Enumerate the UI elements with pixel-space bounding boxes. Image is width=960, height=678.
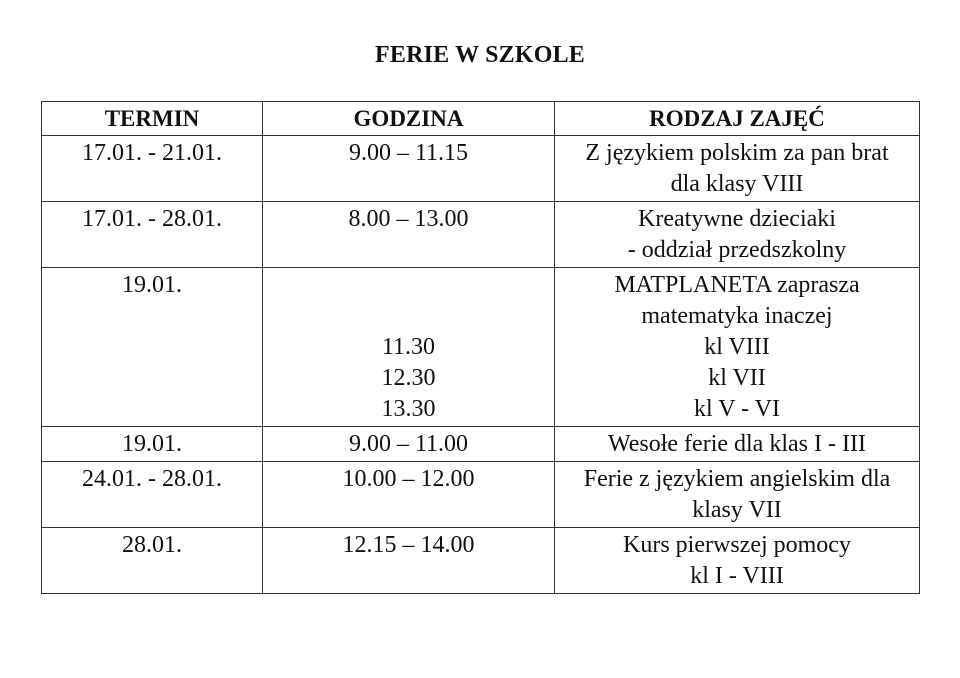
- column-header-term: TERMIN: [42, 102, 263, 136]
- activity-line: Kurs pierwszej pomocy: [623, 532, 851, 558]
- activity-line: kl I - VIII: [690, 563, 784, 589]
- term-cell: 17.01. - 28.01.: [42, 202, 263, 268]
- table-header-row: [42, 102, 920, 136]
- table-row: [42, 528, 920, 594]
- column-header-hour: GODZINA: [263, 102, 555, 136]
- hour-line: 12.30: [381, 365, 436, 391]
- activity-cell: [555, 462, 920, 528]
- hour-cell: 8.00 – 13.00: [263, 202, 555, 268]
- activity-line: MATPLANETA zaprasza: [614, 272, 860, 298]
- hour-cell: [263, 268, 555, 427]
- table-row: [42, 462, 920, 528]
- hour-cell: 9.00 – 11.15: [263, 136, 555, 202]
- term-cell: 17.01. - 21.01.: [42, 136, 263, 202]
- activity-cell: [555, 427, 920, 462]
- hour-cell: 9.00 – 11.00: [263, 427, 555, 462]
- hour-spacer: [263, 301, 554, 332]
- table-row: [42, 136, 920, 202]
- activity-line: matematyka inaczej: [641, 303, 833, 329]
- activity-line: Z językiem polskim za pan brat: [585, 140, 889, 166]
- term-cell: 24.01. - 28.01.: [42, 462, 263, 528]
- activity-cell: [555, 268, 920, 427]
- activity-cell: [555, 136, 920, 202]
- table-row: [42, 268, 920, 427]
- hour-line: 11.30: [381, 334, 436, 360]
- activity-line: kl VIII: [704, 334, 770, 360]
- term-cell: 28.01.: [42, 528, 263, 594]
- activity-cell: [555, 202, 920, 268]
- table-row: [42, 202, 920, 268]
- activity-line: Ferie z językiem angielskim dla: [583, 466, 891, 492]
- activity-line: kl VII: [708, 365, 766, 391]
- hour-line: 13.30: [381, 396, 436, 422]
- activity-line: Wesołe ferie dla klas I - III: [608, 431, 866, 457]
- term-cell: 19.01.: [42, 427, 263, 462]
- activity-line: - oddział przedszkolny: [627, 237, 847, 263]
- activity-line: klasy VII: [692, 497, 782, 523]
- hour-spacer: [263, 270, 554, 301]
- activity-line: Kreatywne dzieciaki: [638, 206, 836, 232]
- hour-cell: 12.15 – 14.00: [263, 528, 555, 594]
- column-header-type: RODZAJ ZAJĘĆ: [555, 102, 920, 136]
- term-cell: 19.01.: [42, 268, 263, 427]
- hour-cell: 10.00 – 12.00: [263, 462, 555, 528]
- activity-line: kl V - VI: [693, 396, 780, 422]
- table-row: [42, 427, 920, 462]
- activity-line: dla klasy VIII: [670, 171, 804, 197]
- schedule-table: [41, 101, 920, 594]
- activity-cell: [555, 528, 920, 594]
- page-title: FERIE W SZKOLE: [375, 42, 585, 68]
